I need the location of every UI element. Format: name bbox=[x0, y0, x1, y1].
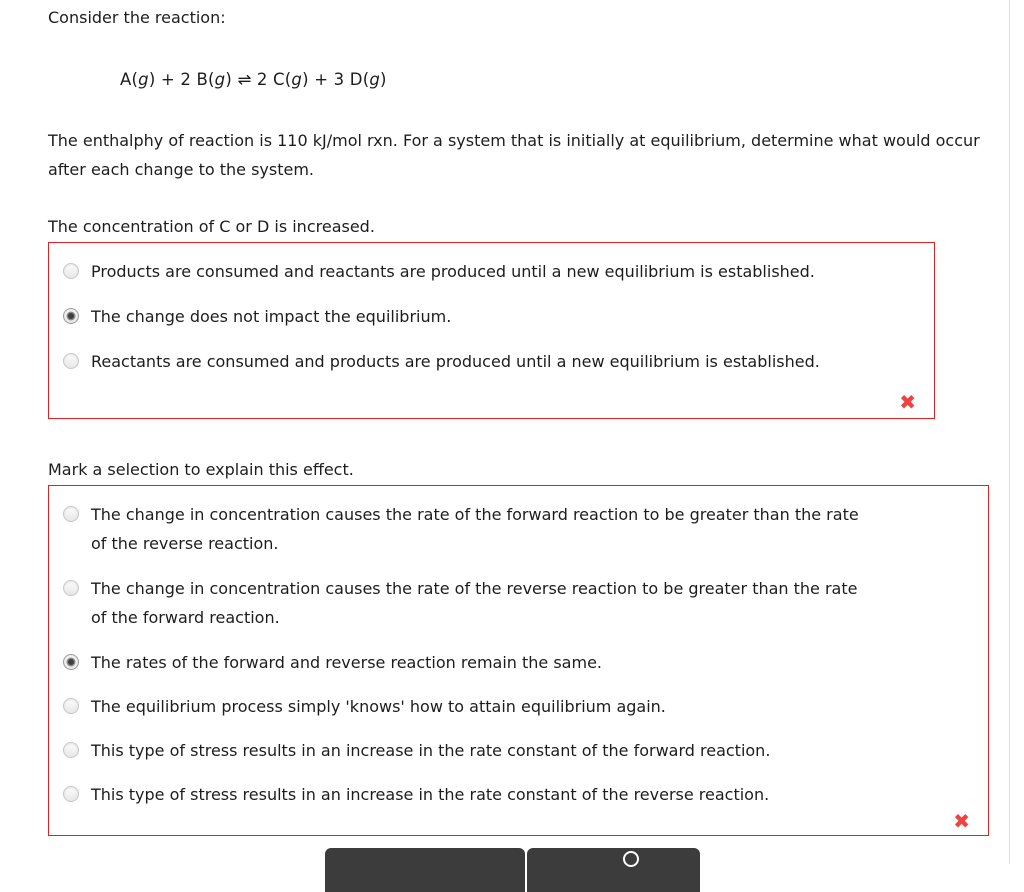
option-row[interactable] bbox=[63, 500, 978, 558]
incorrect-x-icon: ✖ bbox=[953, 809, 970, 833]
option-row[interactable] bbox=[63, 780, 978, 809]
option-label: The change in concentration causes the rate of the reverse reaction to be greater than the rate of the forward reaction. bbox=[91, 579, 858, 627]
option-row[interactable] bbox=[63, 692, 978, 721]
page-right-edge-line bbox=[1009, 0, 1010, 864]
feedback-row bbox=[63, 392, 924, 412]
intro-text: Consider the reaction: bbox=[48, 8, 226, 27]
option-row[interactable] bbox=[63, 574, 978, 632]
question2-answer-box bbox=[48, 485, 989, 836]
option-label: The equilibrium process simply 'knows' how to attain equilibrium again. bbox=[91, 697, 666, 716]
radio-button[interactable] bbox=[63, 308, 79, 324]
question2-prompt: Mark a selection to explain this effect. bbox=[48, 460, 354, 479]
option-label: The change in concentration causes the rate of the forward reaction to be greater than the rate of the reverse reaction. bbox=[91, 505, 859, 553]
option-row[interactable] bbox=[63, 347, 924, 376]
refresh-circle-icon bbox=[623, 851, 639, 867]
bottom-button-bar bbox=[325, 848, 700, 892]
option-label: The rates of the forward and reverse reaction remain the same. bbox=[91, 653, 602, 672]
option-row[interactable] bbox=[63, 257, 924, 286]
option-row[interactable] bbox=[63, 736, 978, 765]
option-label: Reactants are consumed and products are produced until a new equilibrium is established. bbox=[91, 352, 820, 371]
radio-button[interactable] bbox=[63, 263, 79, 279]
option-row[interactable] bbox=[63, 648, 978, 677]
radio-button[interactable] bbox=[63, 786, 79, 802]
option-label: This type of stress results in an increase in the rate constant of the forward reaction. bbox=[91, 741, 771, 760]
feedback-row bbox=[63, 811, 978, 831]
option-label: The change does not impact the equilibrium. bbox=[91, 307, 452, 326]
reaction-description: The enthalphy of reaction is 110 kJ/mol rxn. For a system that is initially at equilibrium, determine what would occur after each change to the system. bbox=[48, 131, 980, 179]
radio-button[interactable] bbox=[63, 654, 79, 670]
radio-button[interactable] bbox=[63, 698, 79, 714]
option-label: This type of stress results in an increase in the rate constant of the reverse reaction. bbox=[91, 785, 770, 804]
option-row[interactable] bbox=[63, 302, 924, 331]
incorrect-x-icon: ✖ bbox=[899, 390, 916, 414]
radio-button[interactable] bbox=[63, 506, 79, 522]
question1-answer-box bbox=[48, 242, 935, 419]
reaction-equation: A(g) + 2 B(g) ⇌ 2 C(g) + 3 D(g) bbox=[120, 70, 387, 89]
radio-button[interactable] bbox=[63, 580, 79, 596]
bottom-button-left[interactable] bbox=[325, 848, 525, 892]
option-label: Products are consumed and reactants are produced until a new equilibrium is established. bbox=[91, 262, 815, 281]
bottom-button-right[interactable] bbox=[527, 848, 700, 892]
question1-prompt: The concentration of C or D is increased. bbox=[48, 217, 375, 236]
radio-button[interactable] bbox=[63, 742, 79, 758]
radio-button[interactable] bbox=[63, 353, 79, 369]
